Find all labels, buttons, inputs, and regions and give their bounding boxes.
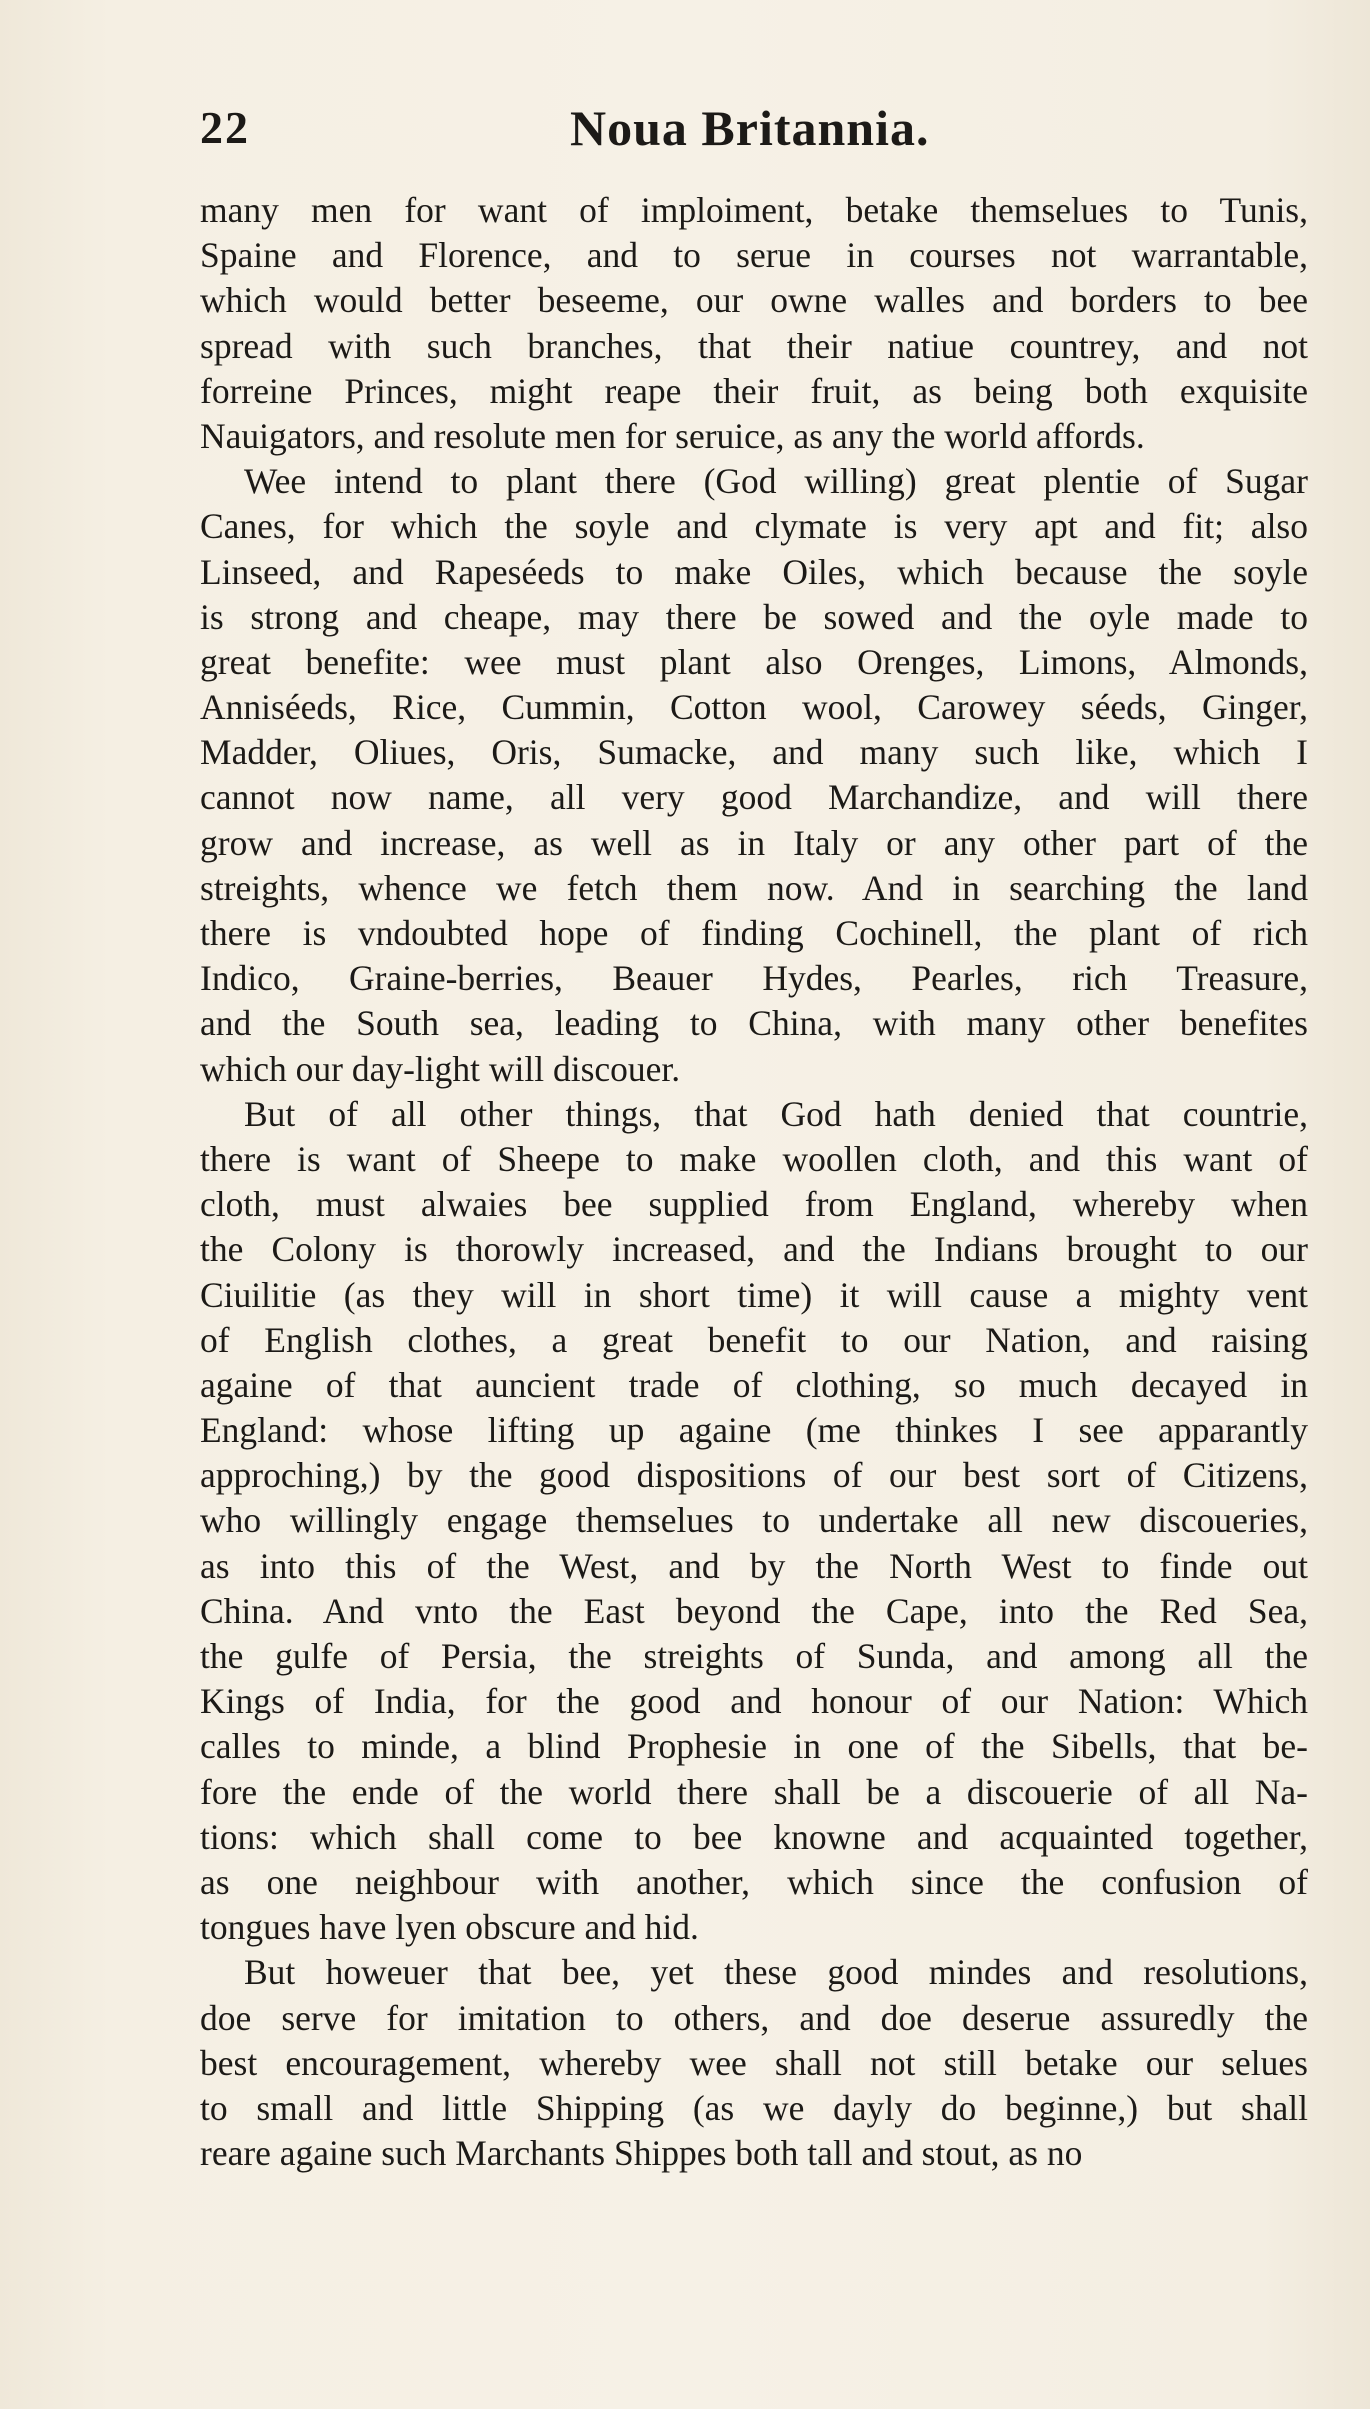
text-line: spread with such branches, that their natiue countrey, and not xyxy=(200,325,1308,366)
text-line: streights, whence we fetch them now. And in searching the land xyxy=(200,867,1308,908)
text-line: againe of that auncient trade of clothing, so much decayed in xyxy=(200,1364,1308,1405)
text-line: there is vndoubted hope of finding Cochinell, the plant of rich xyxy=(200,913,1308,953)
text-line: best encouragement, whereby wee shall not still betake our selues xyxy=(200,2042,1308,2083)
paragraph xyxy=(200,188,1308,459)
paragraph xyxy=(200,1092,1308,1951)
text-line: tions: which shall come to bee knowne and acquainted together, xyxy=(200,1816,1308,1857)
text-line: Anniséeds, Rice, Cummin, Cotton wool, Carowey séeds, Ginger, xyxy=(200,687,1308,728)
text-line: China. And vnto the East beyond the Cape, into the Red Sea, xyxy=(200,1590,1308,1631)
text-line: which our day-light will discouer. xyxy=(200,1048,681,1089)
text-line: forreine Princes, might reape their fruit, as being both exquisite xyxy=(200,370,1308,411)
text-line: Wee intend to plant there (God willing) great plentie of Sugar xyxy=(244,461,1308,502)
text-line: Linseed, and Rapeséeds to make Oiles, which because the soyle xyxy=(200,551,1308,592)
text-line: England: whose lifting up againe (me thinkes I see apparantly xyxy=(200,1410,1308,1451)
text-line: Indico, Graine-berries, Beauer Hydes, Pearles, rich Treasure, xyxy=(200,958,1308,999)
text-line: cannot now name, all very good Marchandize, and will there xyxy=(200,777,1308,818)
page-header xyxy=(200,98,1320,158)
running-title: Noua Britannia. xyxy=(570,100,930,156)
paragraph xyxy=(200,459,1308,1092)
text-line: Kings of India, for the good and honour of our Nation: Which xyxy=(200,1681,1308,1722)
text-line: grow and increase, as well as in Italy or any other part of the xyxy=(200,822,1308,863)
text-line: many men for want of imploiment, betake themselues to Tunis, xyxy=(200,190,1308,230)
text-line: approching,) by the good dispositions of our best sort of Citizens, xyxy=(200,1455,1308,1496)
text-line: there is want of Sheepe to make woollen cloth, and this want of xyxy=(200,1138,1308,1179)
text-line: Spaine and Florence, and to serue in courses not warrantable, xyxy=(200,235,1308,276)
text-line: to small and little Shipping (as we dayly do beginne,) but shall xyxy=(200,2087,1308,2128)
text-line: the Colony is thorowly increased, and the Indians brought to our xyxy=(200,1229,1308,1270)
page-number: 22 xyxy=(200,102,250,153)
text-line: calles to minde, a blind Prophesie in one of the Sibells, that be- xyxy=(200,1726,1308,1767)
text-line: fore the ende of the world there shall be a discouerie of all Na- xyxy=(200,1771,1308,1812)
text-line: Madder, Oliues, Oris, Sumacke, and many such like, which I xyxy=(200,732,1308,773)
text-line: who willingly engage themselues to undertake all new discoueries, xyxy=(200,1500,1308,1541)
text-line: cloth, must alwaies bee supplied from England, whereby when xyxy=(200,1184,1308,1225)
text-line: is strong and cheape, may there be sowed and the oyle made to xyxy=(200,596,1308,637)
text-line: the gulfe of Persia, the streights of Sunda, and among all the xyxy=(200,1636,1308,1676)
text-line: But of all other things, that God hath denied that countrie, xyxy=(244,1093,1308,1134)
text-line: Nauigators, and resolute men for seruice, as any the world affords. xyxy=(200,415,1145,456)
text-line: of English clothes, a great benefit to our Nation, and raising xyxy=(200,1319,1308,1360)
text-line: But howeuer that bee, yet these good mindes and resolutions, xyxy=(244,1952,1308,1993)
text-line: and the South sea, leading to China, with many other benefites xyxy=(200,1003,1308,1044)
text-line: as one neighbour with another, which since the confusion of xyxy=(200,1861,1308,1902)
text-line: which would better beseeme, our owne walles and borders to bee xyxy=(200,280,1308,321)
text-line: Canes, for which the soyle and clymate is very apt and fit; also xyxy=(200,506,1308,547)
text-line: doe serve for imitation to others, and doe deserue assuredly the xyxy=(200,1997,1308,2038)
text-line: great benefite: wee must plant also Orenges, Limons, Almonds, xyxy=(200,641,1308,682)
body-text xyxy=(200,188,1308,2176)
text-line: reare againe such Marchants Shippes both tall and stout, as no xyxy=(200,2133,1083,2174)
paragraph xyxy=(200,1950,1308,2176)
text-line: Ciuilitie (as they will in short time) it will cause a mighty vent xyxy=(200,1274,1308,1315)
text-line: tongues have lyen obscure and hid. xyxy=(200,1907,699,1948)
text-line: as into this of the West, and by the North West to finde out xyxy=(200,1545,1308,1586)
